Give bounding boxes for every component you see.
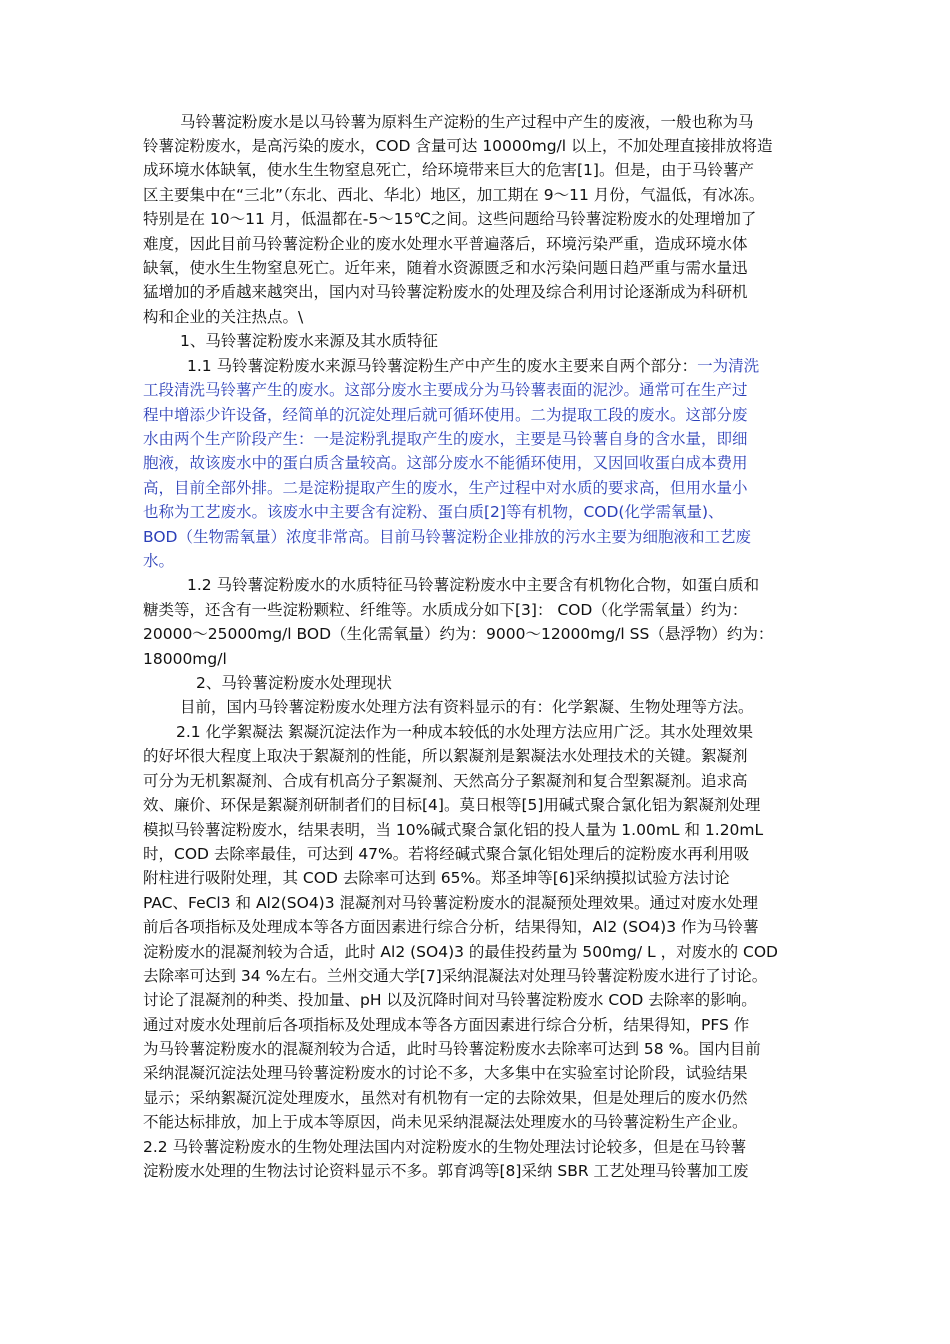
text-span: 糖类等，还含有一些淀粉颗粒、纤维等。水质成分如下[3]： COD（化学需氧量）约为： xyxy=(143,601,748,619)
text-span: 特别是在 10～11 月，低温都在-5～15℃之间。这些问题给马铃薯淀粉废水的处理增加了 xyxy=(143,210,757,228)
highlighted-text-span: 工段清洗马铃薯产生的废水。这部分废水主要成分为马铃薯表面的泥沙。通常可在生产过 xyxy=(143,381,748,399)
text-line xyxy=(176,720,753,744)
text-line xyxy=(180,110,754,134)
text-line xyxy=(143,280,748,304)
text-span: 去除率可达到 34 %左右。兰州交通大学[7]采纳混凝法对处理马铃薯淀粉废水进行了讨论。 xyxy=(143,967,768,985)
text-line xyxy=(143,647,227,671)
text-span: 2.1 化学絮凝法 絮凝沉淀法作为一种成本较低的水处理方法应用广泛。其水处理效果 xyxy=(176,723,754,741)
text-line xyxy=(143,134,773,158)
text-line xyxy=(143,769,748,793)
text-line xyxy=(143,622,773,646)
text-line xyxy=(143,183,764,207)
highlighted-text-span: 程中增添少许设备，经简单的沉淀处理后就可循环使用。二为提取工段的废水。这部分废 xyxy=(143,406,748,424)
text-span: 目前，国内马铃薯淀粉废水处理方法有资料显示的有：化学絮凝、生物处理等方法。 xyxy=(180,698,754,716)
highlighted-text-span: 水。 xyxy=(143,552,175,570)
text-line xyxy=(143,818,763,842)
text-line xyxy=(143,915,758,939)
text-line xyxy=(143,158,754,182)
text-line xyxy=(180,695,754,719)
highlighted-text-span: 也称为工艺废水。该废水中主要含有淀粉、蛋白质[2]等有机物，COD(化学需氧量)、 xyxy=(143,503,724,521)
text-line xyxy=(180,329,438,353)
highlighted-text-span: 高，目前全部外排。二是淀粉提取产生的废水，生产过程中对水质的要求高，但用水量小 xyxy=(143,479,748,497)
text-line xyxy=(143,793,760,817)
text-line xyxy=(143,891,758,915)
text-line xyxy=(143,842,749,866)
text-line xyxy=(143,378,748,402)
text-span: 可分为无机絮凝剂、合成有机高分子絮凝剂、天然高分子絮凝剂和复合型絮凝剂。追求高 xyxy=(143,772,748,790)
text-span: 成环境水体缺氧，使水生生物窒息死亡，给环境带来巨大的危害[1]。但是，由于马铃薯产 xyxy=(143,161,754,179)
text-line xyxy=(143,1110,748,1134)
text-span: 铃薯淀粉废水，是高污染的废水，COD 含量可达 10000mg/l 以上，不加处理直接排放将造 xyxy=(143,137,773,155)
text-span: 采纳混凝沉淀法处理马铃薯淀粉废水的讨论不多，大多集中在实验室讨论阶段，试验结果 xyxy=(143,1064,748,1082)
text-span: 猛增加的矛盾越来越突出，国内对马铃薯淀粉废水的处理及综合利用讨论逐渐成为科研机 xyxy=(143,283,748,301)
text-line xyxy=(143,500,724,524)
text-span: 构和企业的关注热点。\ xyxy=(143,308,304,326)
text-line xyxy=(143,1159,749,1183)
text-span: 淀粉废水处理的生物法讨论资料显示不多。郭育鸿等[8]采纳 SBR 工艺处理马铃薯加工废 xyxy=(143,1162,749,1180)
highlighted-text-span: BOD（生物需氧量）浓度非常高。目前马铃薯淀粉企业排放的污水主要为细胞液和工艺废 xyxy=(143,528,751,546)
text-line xyxy=(143,451,748,475)
text-line xyxy=(143,1086,748,1110)
text-line xyxy=(143,1037,761,1061)
text-line xyxy=(143,1061,748,1085)
text-line xyxy=(143,525,751,549)
text-line xyxy=(143,476,748,500)
text-line xyxy=(143,988,757,1012)
text-span: 1、马铃薯淀粉废水来源及其水质特征 xyxy=(180,332,438,350)
text-line xyxy=(143,232,748,256)
highlighted-text-span: 一为清洗 xyxy=(697,357,760,375)
text-line xyxy=(187,573,759,597)
text-span: 马铃薯淀粉废水是以马铃薯为原料生产淀粉的生产过程中产生的废液，一般也称为马 xyxy=(180,113,754,131)
text-span: 20000～25000mg/l BOD（生化需氧量）约为：9000～12000mg/l SS（悬浮物）约为： xyxy=(143,625,774,643)
text-line xyxy=(196,671,392,695)
text-line xyxy=(143,598,747,622)
text-span: 时，COD 去除率最佳，可达到 47%。若将经碱式聚合氯化铝处理后的淀粉废水再利用吸 xyxy=(143,845,750,863)
text-line xyxy=(143,1013,749,1037)
text-line xyxy=(143,427,748,451)
text-line xyxy=(143,744,748,768)
text-span: 淀粉废水的混凝剂较为合适，此时 Al2 (SO4)3 的最佳投药量为 500mg/ L ，对废水的 COD xyxy=(143,943,778,961)
text-span: 模拟马铃薯淀粉废水，结果表明，当 10%碱式聚合氯化铝的投人量为 1.00mL 和 1.20mL xyxy=(143,821,764,839)
text-line xyxy=(187,354,759,378)
highlighted-text-span: 水由两个生产阶段产生：一是淀粉乳提取产生的废水，主要是马铃薯自身的含水量，即细 xyxy=(143,430,748,448)
text-line xyxy=(143,964,767,988)
text-span: 附柱进行吸附处理，其 COD 去除率可达到 65%。郑圣坤等[6]采纳摸拟试验方法讨论 xyxy=(143,869,730,887)
text-span: 区主要集中在“三北”（东北、西北、华北）地区，加工期在 9～11 月份，气温低，有冰冻。 xyxy=(143,186,765,204)
text-line xyxy=(143,940,778,964)
text-span: 前后各项指标及处理成本等各方面因素进行综合分析，结果得知，Al2 (SO4)3 作为马铃薯 xyxy=(143,918,759,936)
text-line xyxy=(143,403,748,427)
highlighted-text-span: 胞液，故该废水中的蛋白质含量较高。这部分废水不能循环使用，又因回收蛋白成本费用 xyxy=(143,454,748,472)
text-span: 2、马铃薯淀粉废水处理现状 xyxy=(196,674,392,692)
text-line xyxy=(143,305,303,329)
text-span: 讨论了混凝剂的种类、投加量、pH 以及沉降时间对马铃薯淀粉废水 COD 去除率的影响。 xyxy=(143,991,757,1009)
text-span: 1.2 马铃薯淀粉废水的水质特征马铃薯淀粉废水中主要含有机物化合物，如蛋白质和 xyxy=(187,576,760,594)
text-span: 的好坏很大程度上取决于絮凝剂的性能，所以絮凝剂是絮凝法水处理技术的关键。絮凝剂 xyxy=(143,747,748,765)
text-span: 难度，因此目前马铃薯淀粉企业的废水处理水平普遍落后，环境污染严重，造成环境水体 xyxy=(143,235,748,253)
text-span: 效、廉价、环保是絮凝剂研制者们的目标[4]。莫日根等[5]用碱式聚合氯化铝为絮凝剂处理 xyxy=(143,796,761,814)
text-span: PAC、FeCl3 和 Al2(SO4)3 混凝剂对马铃薯淀粉废水的混凝预处理效果。通过对废水处理 xyxy=(143,894,759,912)
text-span: 2.2 马铃薯淀粉废水的生物处理法国内对淀粉废水的生物处理法讨论较多，但是在马铃薯 xyxy=(143,1138,747,1156)
text-line xyxy=(143,207,756,231)
text-span: 1.1 马铃薯淀粉废水来源马铃薯淀粉生产中产生的废水主要来自两个部分： xyxy=(187,357,698,375)
text-line xyxy=(143,866,730,890)
text-span: 为马铃薯淀粉废水的混凝剂较为合适，此时马铃薯淀粉废水去除率可达到 58 %。国内目前 xyxy=(143,1040,761,1058)
text-line xyxy=(143,549,174,573)
text-span: 显示；采纳絮凝沉淀处理废水，虽然对有机物有一定的去除效果，但是处理后的废水仍然 xyxy=(143,1089,748,1107)
text-span: 18000mg/l xyxy=(143,650,227,668)
text-span: 通过对废水处理前后各项指标及处理成本等各方面因素进行综合分析，结果得知，PFS 作 xyxy=(143,1016,750,1034)
text-span: 不能达标排放，加上于成本等原因，尚未见采纳混凝法处理废水的马铃薯淀粉生产企业。 xyxy=(143,1113,748,1131)
text-line xyxy=(143,256,748,280)
text-span: 缺氧，使水生生物窒息死亡。近年来，随着水资源匮乏和水污染问题日趋严重与需水量迅 xyxy=(143,259,748,277)
text-line xyxy=(143,1135,746,1159)
